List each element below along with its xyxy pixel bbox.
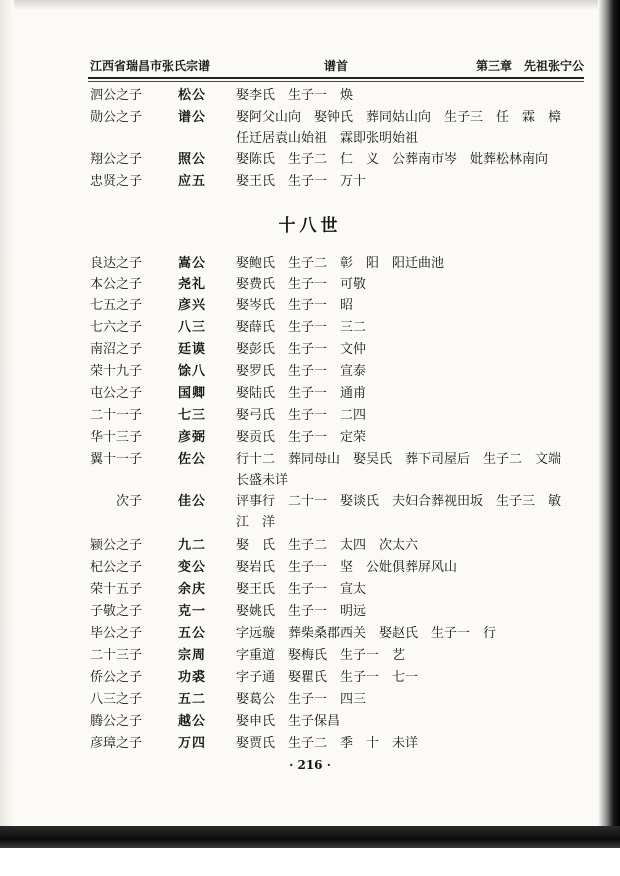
entry-name: 彦弼 (178, 430, 207, 445)
entry-name: 余庆 (178, 582, 207, 597)
entry-name: 馀八 (178, 364, 207, 379)
entry-text: 娶王氏 生子一 万十 (236, 174, 367, 189)
entry-text: 字子通 娶瞿氏 生子一 七一 (236, 670, 419, 685)
entry-parent: 侨公之子 (90, 670, 143, 685)
entry-name: 彦兴 (178, 298, 207, 313)
entry-text: 娶费氏 生子一 可敬 (236, 277, 367, 292)
header-section: 谱首 (324, 59, 349, 73)
entry-parent: 腾公之子 (90, 714, 143, 729)
entry-text: 娶王氏 生子一 宣太 (236, 582, 367, 597)
entry-name: 嵩公 (178, 256, 207, 271)
page-right-binding-shadow (598, 0, 620, 876)
page-top-shadow (0, 0, 620, 10)
entry-name: 宗周 (178, 648, 207, 663)
entry-name: 国卿 (178, 386, 207, 401)
entry-text: 娶弓氏 生子一 二四 (236, 408, 367, 423)
entry-name: 五公 (178, 626, 207, 641)
entry-name: 松公 (178, 88, 207, 103)
entry-text: 娶李氏 生子一 焕 (236, 88, 354, 103)
entry-parent: 翔公之子 (90, 152, 143, 167)
entry-parent: 七五之子 (90, 298, 143, 313)
page-left-shadow (0, 0, 14, 876)
entry-parent: 屯公之子 (90, 386, 143, 401)
entry-name: 佐公 (178, 452, 207, 467)
entry-text: 娶陆氏 生子一 通甫 (236, 386, 367, 401)
entry-parent: 杞公之子 (90, 560, 143, 575)
entry-name: 八三 (178, 320, 207, 335)
entry-text: 娶贾氏 生子二 季 十 未详 (236, 736, 419, 751)
page-number: · 216 · (289, 758, 331, 772)
entry-text: 娶岑氏 生子一 昭 (236, 298, 354, 313)
header-book-title: 江西省瑞昌市张氏宗谱 (90, 59, 211, 73)
running-header (88, 54, 584, 76)
entry-parent: 次子 (116, 494, 143, 509)
entry-name: 廷谟 (178, 342, 207, 357)
entry-text: 娶岩氏 生子一 坚 公妣俱葬屏风山 (236, 560, 458, 575)
entry-parent: 翼十一子 (90, 452, 143, 467)
entry-parent: 荣十九子 (90, 364, 143, 379)
entry-parent: 七六之子 (90, 320, 143, 335)
entry-text: 评事行 二十一 娶谈氏 夫妇合葬视田坂 生子三 敏 江 洋 (236, 494, 575, 530)
entry-parent: 子敬之子 (90, 604, 143, 619)
entry-name: 谱公 (178, 110, 207, 125)
entry-name: 变公 (178, 560, 207, 575)
entry-name: 佳公 (178, 494, 207, 509)
entry-name: 尧礼 (178, 277, 207, 292)
entry-text: 字远璇 葬柴桑郡西关 娶赵氏 生子一 行 (236, 626, 497, 641)
entry-text: 娶贡氏 生子一 定荣 (236, 430, 367, 445)
entry-text: 娶彭氏 生子一 文仲 (236, 342, 367, 357)
entry-parent: 八三之子 (90, 692, 143, 707)
entry-name: 九二 (178, 538, 207, 553)
scan-dark-edge (0, 826, 620, 848)
entry-parent: 荣十五子 (90, 582, 143, 597)
entry-text: 娶阿父山向 娶钟氏 葬同姑山向 生子三 任 霖 樟 任迁居袁山始祖 霖即张明始祖 (236, 110, 575, 146)
entry-parent: 二十一子 (90, 408, 143, 423)
header-chapter: 第三章 先祖张宁公 (475, 59, 584, 73)
scan-bottom-edge (0, 826, 620, 876)
entry-parent: 毕公之子 (90, 626, 143, 641)
entry-parent: 勋公之子 (90, 110, 143, 125)
entry-text: 行十二 葬同母山 娶吴氏 葬下司屋后 生子二 文端 长盛未详 (236, 452, 575, 488)
entry-text: 娶罗氏 生子一 宣泰 (236, 364, 367, 379)
entry-text: 娶鲍氏 生子二 彰 阳 阳迁曲池 (236, 256, 445, 271)
entry-name: 应五 (178, 174, 207, 189)
entry-text: 娶陈氏 生子二 仁 义 公葬南市岑 妣葬松林南向 (236, 152, 549, 167)
header-rule (88, 77, 584, 79)
entry-text: 字重道 娶梅氏 生子一 艺 (236, 648, 406, 663)
entry-parent: 颍公之子 (90, 538, 143, 553)
entry-name: 五二 (178, 692, 207, 707)
entry-text: 娶葛公 生子一 四三 (236, 692, 367, 707)
header-rule-thin (88, 81, 584, 82)
entry-name: 克一 (178, 604, 207, 619)
entry-parent: 本公之子 (90, 277, 143, 292)
entry-parent: 良达之子 (90, 256, 143, 271)
entry-text: 娶姚氏 生子一 明远 (236, 604, 367, 619)
entry-name: 越公 (178, 714, 207, 729)
entry-parent: 南沼之子 (90, 342, 143, 357)
entry-parent: 二十三子 (90, 648, 143, 663)
entry-parent: 忠贤之子 (90, 174, 143, 189)
entry-parent: 华十三子 (90, 430, 143, 445)
entry-name: 七三 (178, 408, 207, 423)
entry-parent: 彦璋之子 (90, 736, 143, 751)
entry-text: 娶申氏 生子保昌 (236, 714, 341, 729)
entry-name: 万四 (178, 736, 207, 751)
generation-heading: 十八世 (278, 216, 342, 236)
entry-parent: 泗公之子 (90, 88, 143, 103)
entry-text: 娶 氏 生子二 太四 次太六 (236, 538, 419, 553)
entry-name: 功裘 (178, 670, 207, 685)
entry-name: 照公 (178, 152, 207, 167)
entry-text: 娶薛氏 生子一 三二 (236, 320, 367, 335)
